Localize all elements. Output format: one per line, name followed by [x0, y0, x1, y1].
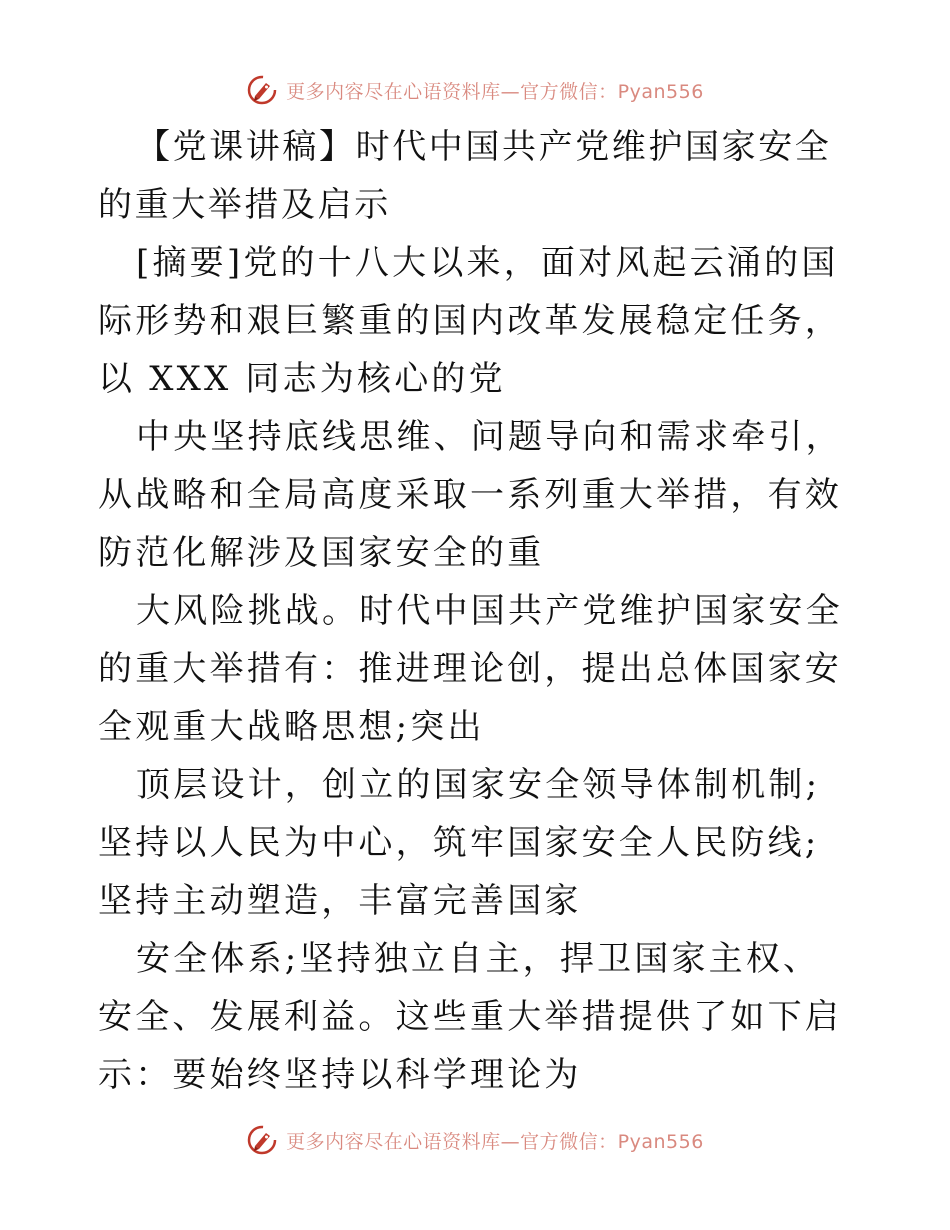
document-body: [98, 118, 853, 1104]
header-banner-text: 更多内容尽在心语资料库—官方微信：Pyan556: [286, 80, 704, 103]
footer-banner: [0, 1120, 950, 1160]
footer-banner-text: 更多内容尽在心语资料库—官方微信：Pyan556: [286, 1130, 704, 1153]
pen-circle-logo-icon: [246, 1124, 278, 1156]
body-paragraph-4: 安全体系;坚持独立自主，捍卫国家主权、安全、发展利益。这些重大举措提供了如下启示：要始终坚持以科学理论为: [98, 939, 842, 1095]
abstract-paragraph: [摘要]党的十八大以来，面对风起云涌的国际形势和艰巨繁重的国内改革发展稳定任务，以 XXX 同志为核心的党: [98, 243, 842, 399]
body-paragraph-2: 大风险挑战。时代中国共产党维护国家安全的重大举措有：推进理论创，提出总体国家安全观重大战略思想;突出: [98, 591, 843, 747]
body-paragraph-1: 中央坚持底线思维、问题导向和需求牵引，从战略和全局高度采取一系列重大举措，有效防范化解涉及国家安全的重: [98, 417, 843, 573]
pen-circle-logo-icon: [246, 74, 278, 106]
body-paragraph-3: 顶层设计，创立的国家安全领导体制机制;坚持以人民为中心，筑牢国家安全人民防线;坚持主动塑造，丰富完善国家: [98, 765, 821, 921]
header-banner: [0, 70, 950, 110]
document-title: 【党课讲稿】时代中国共产党维护国家安全的重大举措及启示: [98, 127, 832, 225]
